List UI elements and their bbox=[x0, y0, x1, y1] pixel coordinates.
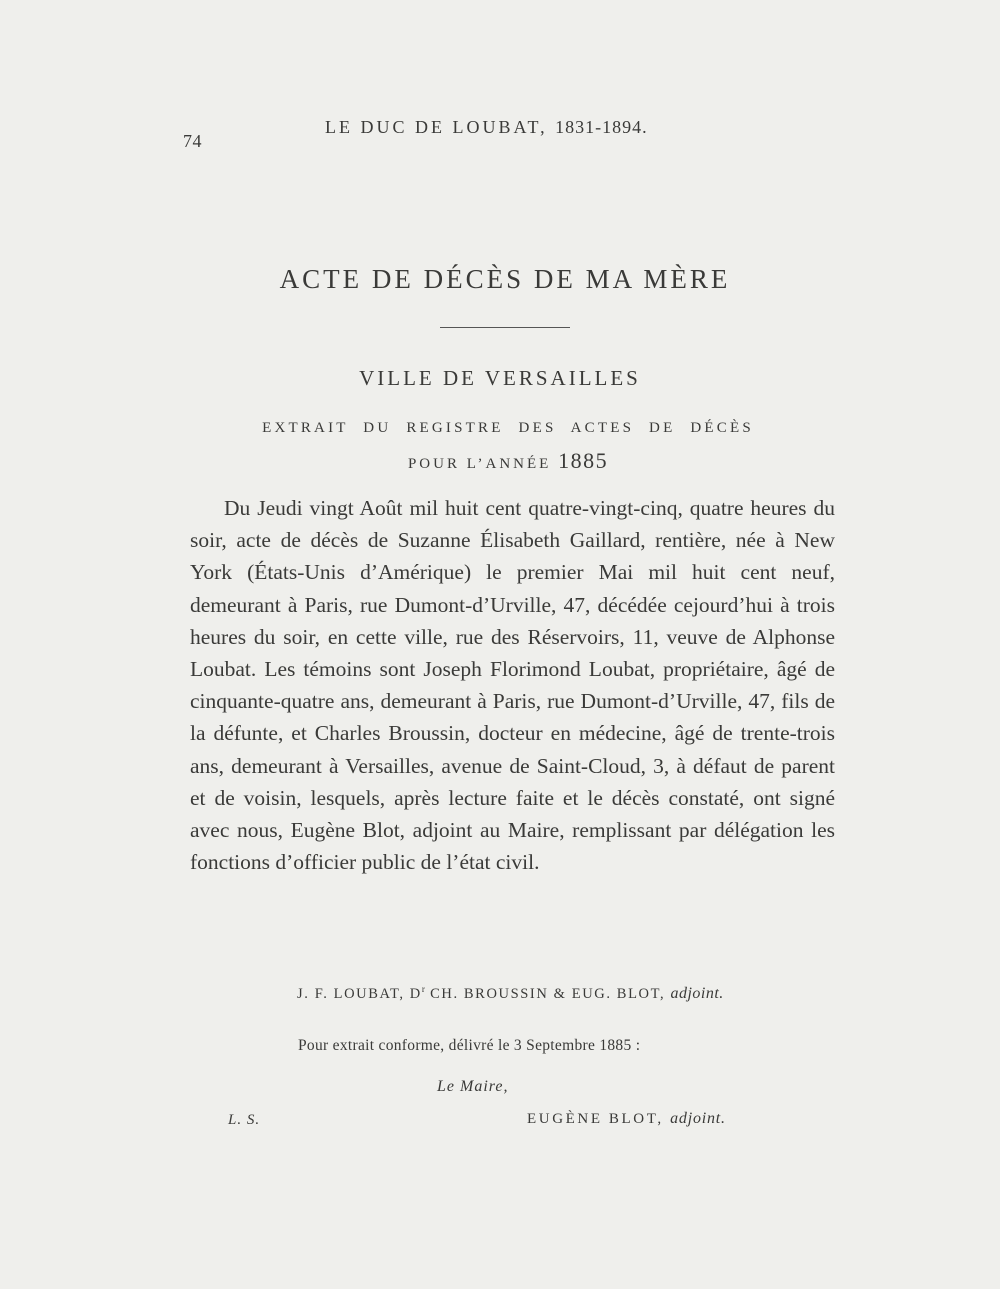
running-header bbox=[325, 117, 648, 138]
extract-heading-line2 bbox=[0, 448, 1000, 474]
mayor-signature bbox=[527, 1110, 726, 1128]
signer-role: adjoint. bbox=[670, 1110, 726, 1127]
document-title: ACTE DE DÉCÈS DE MA MÈRE bbox=[279, 264, 731, 294]
extract-heading-line1: EXTRAIT DU REGISTRE DES ACTES DE DÉCÈS bbox=[262, 420, 754, 436]
signatory-loubat: J. F. LOUBAT, D bbox=[297, 985, 422, 1002]
body-paragraph: Du Jeudi vingt Août mil huit cent quatre-vingt-cinq, quatre heures du soir, acte de décès de Suzanne Élisabeth Gaillard, rentière, née à New York (États-Unis d’Amérique) le premier Mai mil huit cent neuf, demeurant à Paris, rue Dumont-d’Urville, 47, décédée cejourd’hui à trois heures du soir, en cette ville, rue des Réservoirs, 11, veuve de Alphonse Loubat. Les témoins sont Joseph Florimond Loubat, propriétaire, âgé de cinquante-quatre ans, demeurant à Paris, rue Dumont-d’Urville, 47, fils de la défunte, et Charles Broussin, docteur en médecine, âgé de trente-trois ans, demeurant à Versailles, avenue de Saint-Cloud, 3, à défaut de parent et de voisin, lesquels, après lecture faite et le décès constaté, ont signé avec nous, Eugène Blot, adjoint au Maire, remplissant par délégation les fonctions d’officier public de l’état civil. bbox=[190, 496, 835, 875]
title-divider bbox=[440, 327, 570, 328]
running-years: 1831-1894. bbox=[555, 117, 648, 137]
seal-label: L. S. bbox=[228, 1112, 261, 1128]
signatory-role: adjoint. bbox=[670, 984, 724, 1002]
extract-year-prefix: POUR L’ANNÉE bbox=[407, 456, 559, 472]
signatory-broussin-blot: CH. BROUSSIN & EUG. BLOT, bbox=[424, 985, 671, 1002]
mayor-label: Le Maire, bbox=[437, 1078, 509, 1095]
page-number: 74 bbox=[183, 131, 202, 151]
certification-statement: Pour extrait conforme, délivré le 3 Septembre 1885 : bbox=[298, 1037, 641, 1054]
extract-year: 1885 bbox=[558, 448, 609, 473]
document-subtitle: VILLE DE VERSAILLES bbox=[359, 366, 641, 390]
signer-name: EUGÈNE BLOT, bbox=[527, 1111, 671, 1127]
signatories-line bbox=[297, 984, 724, 1003]
doctor-superscript: r bbox=[421, 984, 425, 994]
running-title: LE DUC DE LOUBAT, bbox=[325, 117, 556, 137]
